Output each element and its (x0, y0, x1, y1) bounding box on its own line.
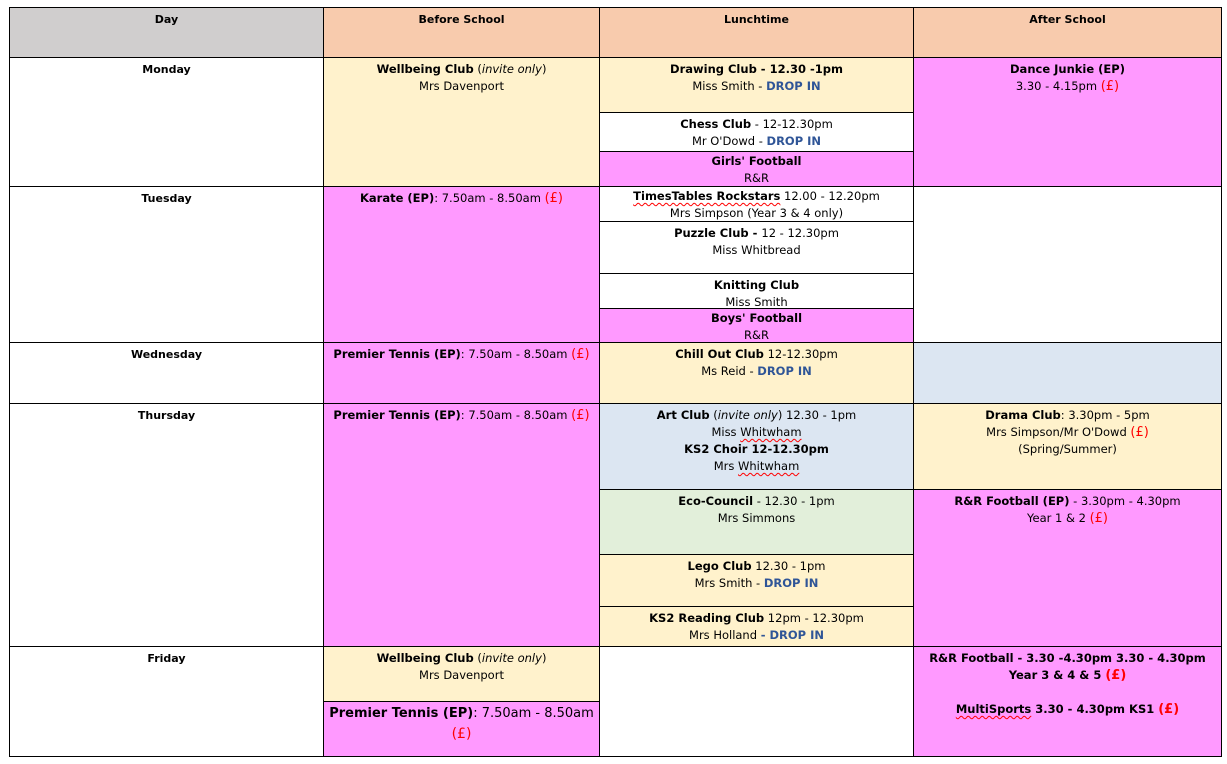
club-staff: Year 1 & 2 (1027, 511, 1090, 525)
club-title: Eco-Council (678, 494, 754, 508)
tuesday-after (913, 186, 1222, 343)
price-tag: (£) (571, 347, 590, 362)
drop-in-tag: - DROP IN (760, 628, 824, 642)
club-title: Wellbeing Club (376, 62, 474, 76)
price-tag: (£) (1089, 511, 1108, 526)
thursday-after-2 (913, 489, 1222, 647)
club-time: : 7.50am - 8.50am (460, 347, 572, 361)
club-title: Premier Tennis (EP) (333, 347, 461, 361)
tuesday-lunch-4 (599, 308, 914, 343)
club-title: KS2 Choir 12-12.30pm (684, 442, 829, 456)
club-time: - 3.30pm - 4.30pm (1069, 494, 1181, 508)
tuesday-lunch-2 (599, 221, 914, 274)
price-tag: (£) (1100, 79, 1120, 94)
club-title: Karate (EP) (360, 191, 435, 205)
monday-lunch-2 (599, 112, 914, 152)
club-title: R&R Football (EP) (954, 494, 1070, 508)
club-title: Wellbeing Club (376, 651, 474, 665)
drop-in-tag: DROP IN (763, 576, 819, 590)
drop-in-tag: DROP IN (766, 79, 821, 93)
club-title: Puzzle Club - (674, 226, 762, 240)
day-label: Tuesday (141, 192, 192, 205)
day-label: Monday (142, 63, 191, 76)
monday-after (913, 57, 1222, 187)
tuesday-lunch-1 (599, 186, 914, 222)
club-time: 12.30 - 1pm (751, 559, 826, 573)
header-day (9, 7, 324, 58)
club-staff: Mrs Simpson/Mr O'Dowd (986, 425, 1131, 439)
club-time: : 7.50am - 8.50am (434, 191, 545, 205)
club-note: invite only (481, 62, 542, 76)
price-tag: (£) (544, 191, 563, 206)
club-title: Chess Club (680, 117, 752, 131)
club-title: Dance Junkie (EP) (1010, 62, 1125, 76)
club-time: : 3.30pm - 5pm (1060, 408, 1150, 422)
header-before-label: Before School (418, 13, 505, 26)
day-tuesday (9, 186, 324, 343)
drop-in-tag: DROP IN (766, 134, 822, 148)
price-tag: (£) (1130, 425, 1149, 440)
wednesday-lunch (599, 342, 914, 404)
club-staff: Mr O'Dowd - (691, 134, 767, 148)
price-tag: (£) (451, 726, 472, 742)
club-title: Lego Club (687, 559, 752, 573)
friday-before-1: Wellbeing Club (invite only) Mrs Davenport (323, 646, 600, 702)
drop-in-tag: DROP IN (757, 364, 812, 378)
thursday-lunch-3 (599, 554, 914, 607)
club-time: 12pm - 12.30pm (764, 611, 864, 625)
club-staff: Mrs Davenport (419, 79, 504, 93)
day-wednesday (9, 342, 324, 404)
club-time: 12.30 - 1pm (782, 408, 857, 422)
thursday-lunch-2 (599, 489, 914, 555)
club-title: Drama Club (985, 408, 1061, 422)
monday-lunch-1 (599, 57, 914, 113)
price-tag: (£) (1105, 668, 1127, 683)
club-title: Boys' Football (710, 311, 803, 325)
club-note: invite only (481, 651, 542, 665)
club-title: Art Club (656, 408, 710, 422)
club-staff: R&R (744, 171, 769, 185)
club-staff: R&R (744, 328, 769, 342)
day-monday (9, 57, 324, 187)
club-season: (Spring/Summer) (1018, 442, 1117, 456)
club-note: invite only (717, 408, 778, 422)
club-time: 12 - 12.30pm (761, 226, 839, 240)
header-before-school (323, 7, 600, 58)
club-title: Drawing Club - 12.30 -1pm (670, 62, 843, 76)
thursday-lunch-1: Art Club (invite only) 12.30 - 1pm Miss Whitwham KS2 Choir 12-12.30pm Mrs Whitwham (599, 403, 914, 490)
club-time: - 12-12.30pm (751, 117, 833, 131)
club-title: Chill Out Club (675, 347, 764, 361)
club-time: 12.00 - 12.20pm (780, 189, 880, 203)
friday-before-2 (323, 701, 600, 757)
monday-before: Wellbeing Club (invite only) Mrs Davenport (323, 57, 600, 187)
club-title: Premier Tennis (EP) (329, 706, 474, 721)
wednesday-before (323, 342, 600, 404)
club-time: : 7.50am - 8.50am (473, 706, 594, 721)
friday-after (913, 646, 1222, 757)
club-title: KS2 Reading Club (649, 611, 765, 625)
club-time: : 7.50am - 8.50am (460, 408, 572, 422)
club-year-groups: Year 3 & 4 & 5 (1008, 668, 1106, 682)
club-staff: Mrs Simpson (Year 3 & 4 only) (669, 206, 844, 220)
header-lunch-label: Lunchtime (724, 13, 789, 26)
club-title: Girls' Football (711, 154, 802, 168)
club-staff: Mrs Davenport (419, 668, 504, 682)
club-title: R&R Football - 3.30 -4.30pm 3.30 - 4.30pm (929, 651, 1206, 665)
price-tag: (£) (571, 408, 590, 423)
day-label: Friday (147, 652, 186, 665)
header-lunchtime (599, 7, 914, 58)
wednesday-after (913, 342, 1222, 404)
header-after-label: After School (1029, 13, 1106, 26)
club-title: Knitting Club (713, 278, 800, 292)
monday-lunch-3 (599, 151, 914, 187)
club-staff: Miss (711, 425, 741, 439)
club-staff-surname: Whitwham (738, 459, 800, 473)
club-staff: Miss Smith (725, 295, 788, 309)
club-staff: Miss Smith - (692, 79, 767, 93)
friday-lunch (599, 646, 914, 757)
club-time: 3.30 - 4.30pm KS1 (1031, 702, 1159, 716)
tuesday-before (323, 186, 600, 343)
club-title: Premier Tennis (EP) (333, 408, 461, 422)
thursday-before (323, 403, 600, 647)
club-title: TimesTables Rockstars (633, 189, 781, 203)
thursday-after-1 (913, 403, 1222, 490)
tuesday-lunch-3 (599, 273, 914, 309)
club-staff: Ms Reid - (701, 364, 758, 378)
club-staff: Mrs Holland (689, 628, 761, 642)
thursday-lunch-4 (599, 606, 914, 647)
club-time: 12-12.30pm (763, 347, 838, 361)
club-title: MultiSports (955, 702, 1032, 716)
price-tag: (£) (1158, 702, 1180, 717)
header-after-school (913, 7, 1222, 58)
club-time: 3.30 - 4.15pm (1015, 79, 1101, 93)
club-staff: Mrs Smith - (694, 576, 764, 590)
club-staff: Miss Whitbread (712, 243, 801, 257)
club-time: - 12.30 - 1pm (753, 494, 835, 508)
day-label: Wednesday (130, 348, 203, 361)
club-staff: Mrs Simmons (717, 511, 796, 525)
day-label: Thursday (137, 409, 196, 422)
clubs-timetable (9, 7, 1222, 757)
club-staff: Mrs (713, 459, 738, 473)
club-staff-surname: Whitwham (740, 425, 802, 439)
day-thursday (9, 403, 324, 647)
day-friday (9, 646, 324, 757)
header-day-label: Day (154, 13, 179, 26)
